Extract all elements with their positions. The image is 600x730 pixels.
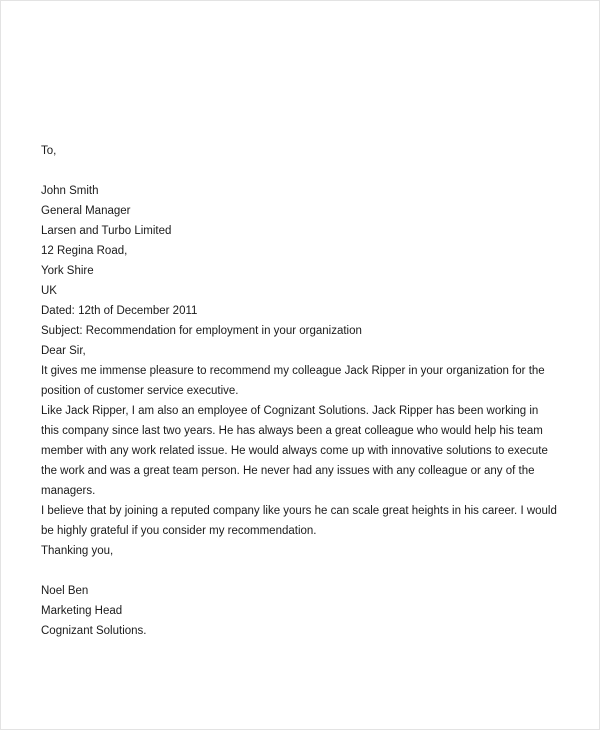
recipient-company: Larsen and Turbo Limited <box>41 225 172 237</box>
signature-name: Noel Ben <box>41 585 89 597</box>
recipient-street: 12 Regina Road, <box>41 245 128 257</box>
recipient-country: UK <box>41 285 57 297</box>
to-label: To, <box>41 145 57 157</box>
recipient-title: General Manager <box>41 205 131 217</box>
letter-closing: Thanking you, <box>41 545 114 557</box>
signature-company: Cognizant Solutions. <box>41 625 147 637</box>
spacer-after-to <box>41 161 557 181</box>
letter-body <box>41 141 557 641</box>
body-paragraph-3: I believe that by joining a reputed company like yours he can scale great heights in his career. I would be highly grateful if you consider my recommendation. <box>41 505 557 537</box>
signature-block <box>41 581 557 641</box>
recipient-name: John Smith <box>41 185 99 197</box>
spacer-before-signature <box>41 561 557 581</box>
body-paragraph-1: It gives me immense pleasure to recommend my colleague Jack Ripper in your organization for the position of customer service executive. <box>41 365 545 397</box>
letter-greeting: Dear Sir, <box>41 345 86 357</box>
body-paragraph-2: Like Jack Ripper, I am also an employee of Cognizant Solutions. Jack Ripper has been working in this company since last two years. He has always been a great colleague who would help his team member with any work related issue. He would always come up with innovative solutions to execute the work and was a great team person. He never had any issues with any colleague or any of the managers. <box>41 405 548 497</box>
letter-subject: Subject: Recommendation for employment in your organization <box>41 325 362 337</box>
recipient-address-block <box>41 181 557 301</box>
recipient-city: York Shire <box>41 265 94 277</box>
signature-title: Marketing Head <box>41 605 123 617</box>
letter-date: Dated: 12th of December 2011 <box>41 305 198 317</box>
